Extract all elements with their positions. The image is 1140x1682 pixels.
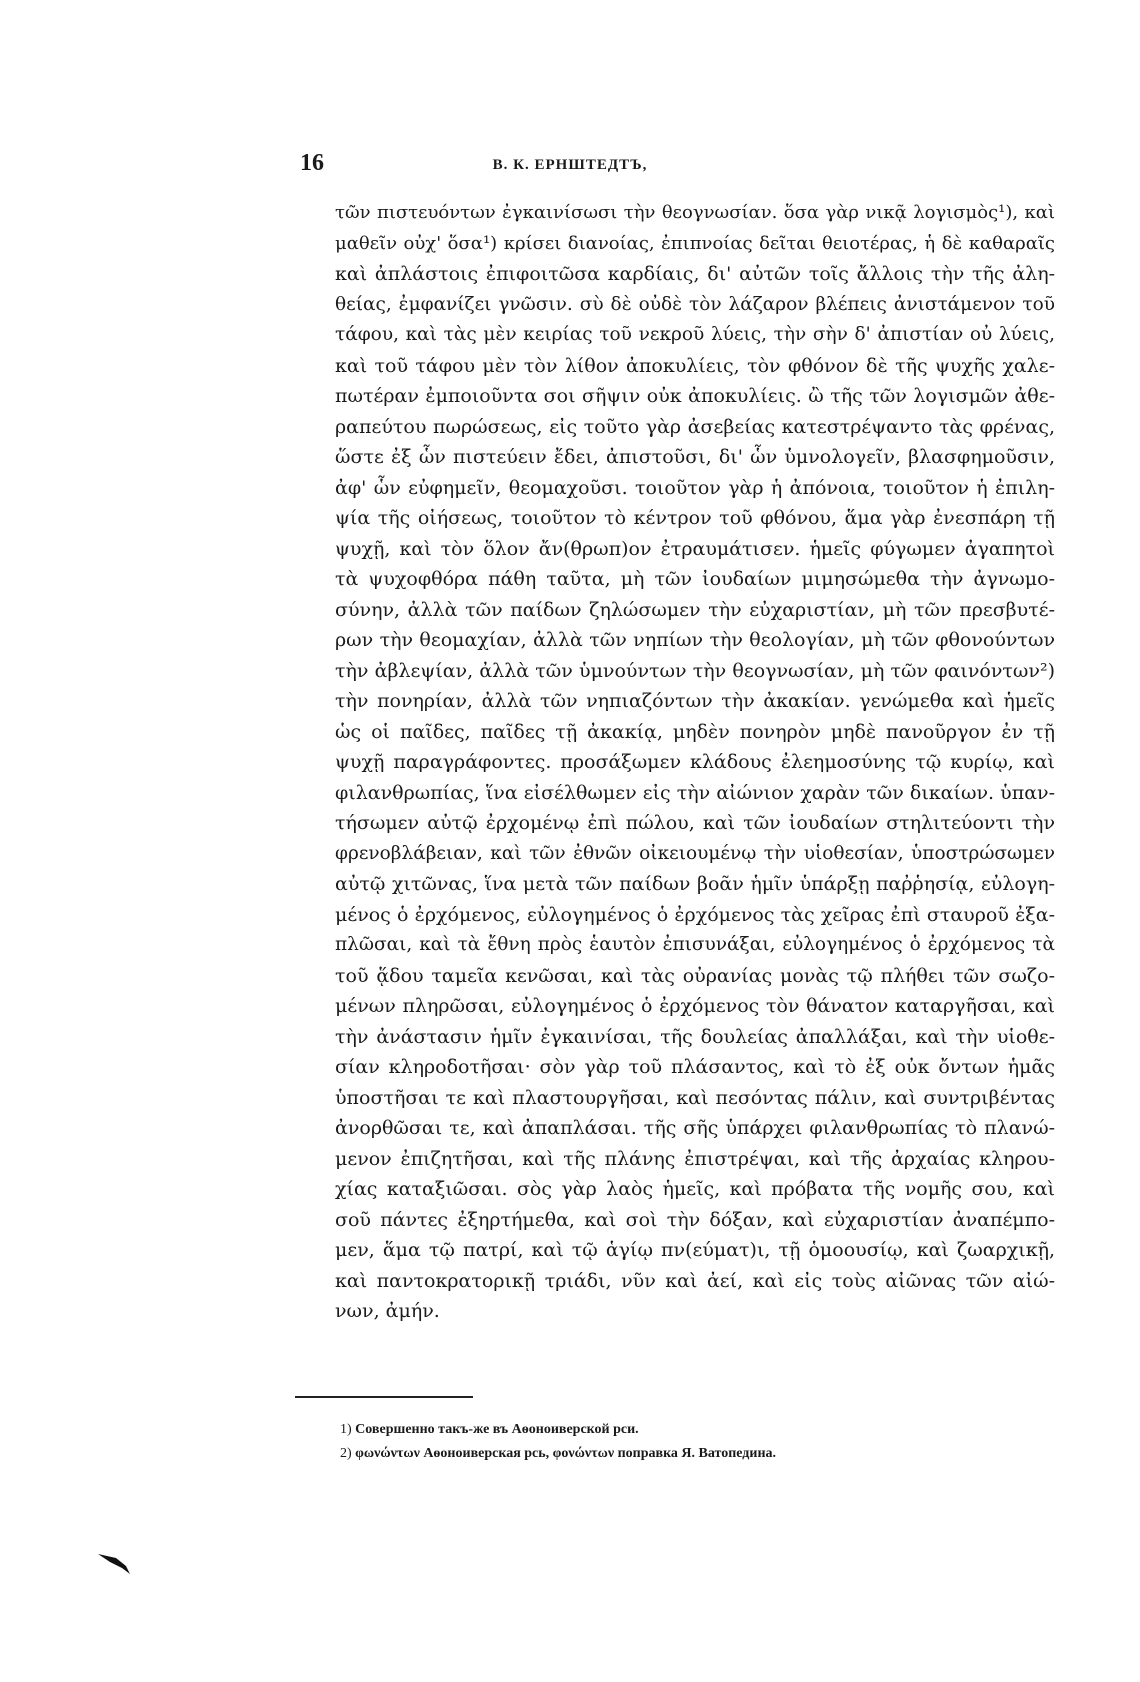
text-line: τὴν ἀβλεψίαν, ἀλλὰ τῶν ὑμνούντων τὴν θεογνωσίαν, μὴ τῶν φαινόντων²) xyxy=(335,659,1055,682)
ink-mark-icon xyxy=(96,1548,136,1578)
text-line: θείας, ἐμφανίζει γνῶσιν. σὺ δὲ οὐδὲ τὸν λάζαρον βλέπεις ἀνιστάμενον τοῦ xyxy=(335,293,1055,315)
text-line: ψυχῇ, καὶ τὸν ὅλον ἄν(θρωπ)ον ἐτραυμάτισεν. ἡμεῖς φύγωμεν ἀγαπητοὶ xyxy=(335,537,1055,560)
text-line: ψυχῇ παραγράφοντες. προσάξωμεν κλάδους ἐλεημοσύνης τῷ κυρίῳ, καὶ xyxy=(335,751,1055,773)
footnote-rule xyxy=(295,1396,473,1398)
text-line: σύνην, ἀλλὰ τῶν παίδων ζηλώσωμεν τὴν εὐχαριστίαν, μὴ τῶν πρεσβυτέ- xyxy=(335,598,1055,621)
text-line: ψία τῆς οἰήσεως, τοιοῦτον τὸ κέντρον τοῦ φθόνου, ἅμα γὰρ ἐνεσπάρη τῇ xyxy=(335,507,1055,529)
text-line: χίας καταξιῶσαι. σὸς γὰρ λαὸς ἡμεῖς, καὶ πρόβατα τῆς νομῆς σου, καὶ xyxy=(335,1178,1055,1200)
running-head: В. К. ЕРНШТЕДТЪ, xyxy=(492,157,648,173)
text-line: τὴν ἀνάστασιν ἡμῖν ἐγκαινίσαι, τῆς δουλείας ἀπαλλάξαι, καὶ τὴν υἱοθε- xyxy=(335,1025,1055,1048)
footnote xyxy=(340,1442,1060,1466)
text-line: αὐτῷ χιτῶνας, ἵνα μετὰ τῶν παίδων βοᾶν ἡμῖν ὑπάρξῃ παῤῥησίᾳ, εὐλογη- xyxy=(335,873,1055,895)
footnote-marker: 2) xyxy=(340,1446,352,1461)
text-line: τὴν πονηρίαν, ἀλλὰ τῶν νηπιαζόντων τὴν ἀκακίαν. γενώμεθα καὶ ἡμεῖς xyxy=(335,690,1055,712)
text-line: ὡς οἱ παῖδες, παῖδες τῇ ἀκακίᾳ, μηδὲν πονηρὸν μηδὲ πανοῦργον ἐν τῇ xyxy=(335,720,1055,743)
text-line: μένος ὁ ἐρχόμενος, εὐλογημένος ὁ ἐρχόμενος τὰς χεῖρας ἐπὶ σταυροῦ ἐξα- xyxy=(335,903,1055,926)
text-line: σοῦ πάντες ἐξηρτήμεθα, καὶ σοὶ τὴν δόξαν, καὶ εὐχαριστίαν ἀναπέμπο- xyxy=(335,1208,1055,1231)
text-line: τάφου, καὶ τὰς μὲν κειρίας τοῦ νεκροῦ λύεις, τὴν σὴν δ' ἀπιστίαν οὐ λύεις, xyxy=(335,324,1055,345)
text-line: καὶ τοῦ τάφου μὲν τὸν λίθον ἀποκυλίεις, τὸν φθόνον δὲ τῆς ψυχῆς χαλε- xyxy=(335,354,1055,377)
text-line: τῶν πιστευόντων ἐγκαινίσωσι τὴν θεογνωσίαν. ὅσα γὰρ νικᾷ λογισμὸς¹), καὶ xyxy=(335,202,1055,223)
page-number: 16 xyxy=(300,150,324,176)
text-line: ραπεύτου πωρώσεως, εἰς τοῦτο γὰρ ἀσεβείας κατεστρέψαντο τὰς φρένας, xyxy=(335,415,1055,438)
text-line: τοῦ ᾅδου ταμεῖα κενῶσαι, καὶ τὰς οὐρανίας μονὰς τῷ πλήθει τῶν σωζο- xyxy=(335,964,1055,987)
text-line: τήσωμεν αὐτῷ ἐρχομένῳ ἐπὶ πώλου, καὶ τῶν ἰουδαίων στηλιτεύοντι τὴν xyxy=(335,812,1055,834)
footnote-text: φωνώντων Аѳоноиверская рсь, φονώντων поправка Я. Ватопедина. xyxy=(355,1446,777,1461)
footnote xyxy=(340,1418,1060,1442)
text-line: ἀφ' ὧν εὐφημεῖν, θεομαχοῦσι. τοιοῦτον γὰρ ἡ ἀπόνοια, τοιοῦτον ἡ ἐπιλη- xyxy=(335,476,1055,499)
text-line: πωτέραν ἐμποιοῦντα σοι σῆψιν οὐκ ἀποκυλίεις. ὢ τῆς τῶν λογισμῶν ἀθε- xyxy=(335,385,1055,407)
text-line: μένων πληρῶσαι, εὐλογημένος ὁ ἐρχόμενος τὸν θάνατον καταργῆσαι, καὶ xyxy=(335,995,1055,1017)
text-line: νων, ἀμήν. xyxy=(335,1300,440,1322)
greek-text-block xyxy=(335,198,1055,1327)
text-line: φρενοβλάβειαν, καὶ τῶν ἐθνῶν οἰκειουμένῳ τὴν υἱοθεσίαν, ὑποστρώσωμεν xyxy=(335,842,1055,864)
text-line: σίαν κληροδοτῆσαι· σὸν γὰρ τοῦ πλάσαντος, καὶ τὸ ἐξ οὐκ ὄντων ἡμᾶς xyxy=(335,1056,1055,1078)
text-line: καὶ παντοκρατορικῇ τριάδι, νῦν καὶ ἀεί, καὶ εἰς τοὺς αἰῶνας τῶν αἰώ- xyxy=(335,1269,1055,1292)
text-line: μαθεῖν οὐχ' ὅσα¹) κρίσει διανοίας, ἐπιπνοίας δεῖται θειοτέρας, ἡ δὲ καθαραῖς xyxy=(335,232,1055,254)
text-line: ὥστε ἐξ ὧν πιστεύειν ἔδει, ἀπιστοῦσι, δι' ὧν ὑμνολογεῖν, βλασφημοῦσιν, xyxy=(335,446,1055,468)
text-line: καὶ ἀπλάστοις ἐπιφοιτῶσα καρδίαις, δι' αὐτῶν τοῖς ἄλλοις τὴν τῆς ἀλη- xyxy=(335,263,1055,285)
text-line: πλῶσαι, καὶ τὰ ἔθνη πρὸς ἑαυτὸν ἐπισυνάξαι, εὐλογημένος ὁ ἐρχόμενος τὰ xyxy=(335,934,1055,955)
text-line: μεν, ἅμα τῷ πατρί, καὶ τῷ ἁγίῳ πν(εύματ)ι, τῇ ὁμοουσίῳ, καὶ ζωαρχικῇ, xyxy=(335,1239,1055,1261)
text-line: ὑποστῆσαι τε καὶ πλαστουργῆσαι, καὶ πεσόντας πάλιν, καὶ συντριβέντας xyxy=(335,1086,1055,1109)
footnote-text: Совершенно такъ-же въ Аѳоноиверской рси. xyxy=(355,1422,639,1437)
text-line: ἀνορθῶσαι τε, καὶ ἀπαπλάσαι. τῆς σῆς ὑπάρχει φιλανθρωπίας τὸ πλανώ- xyxy=(335,1117,1055,1139)
text-line: μενον ἐπιζητῆσαι, καὶ τῆς πλάνης ἐπιστρέψαι, καὶ τῆς ἀρχαίας κληρου- xyxy=(335,1147,1055,1170)
text-line: ρων τὴν θεομαχίαν, ἀλλὰ τῶν νηπίων τὴν θεολογίαν, μὴ τῶν φθονούντων xyxy=(335,629,1055,651)
footnote-marker: 1) xyxy=(340,1422,352,1437)
footnotes xyxy=(340,1418,1060,1466)
text-line: τὰ ψυχοφθόρα πάθη ταῦτα, μὴ τῶν ἰουδαίων μιμησώμεθα τὴν ἀγνωμο- xyxy=(335,568,1055,590)
text-line: φιλανθρωπίας, ἵνα εἰσέλθωμεν εἰς τὴν αἰώνιον χαρὰν τῶν δικαίων. ὑπαν- xyxy=(335,781,1055,804)
